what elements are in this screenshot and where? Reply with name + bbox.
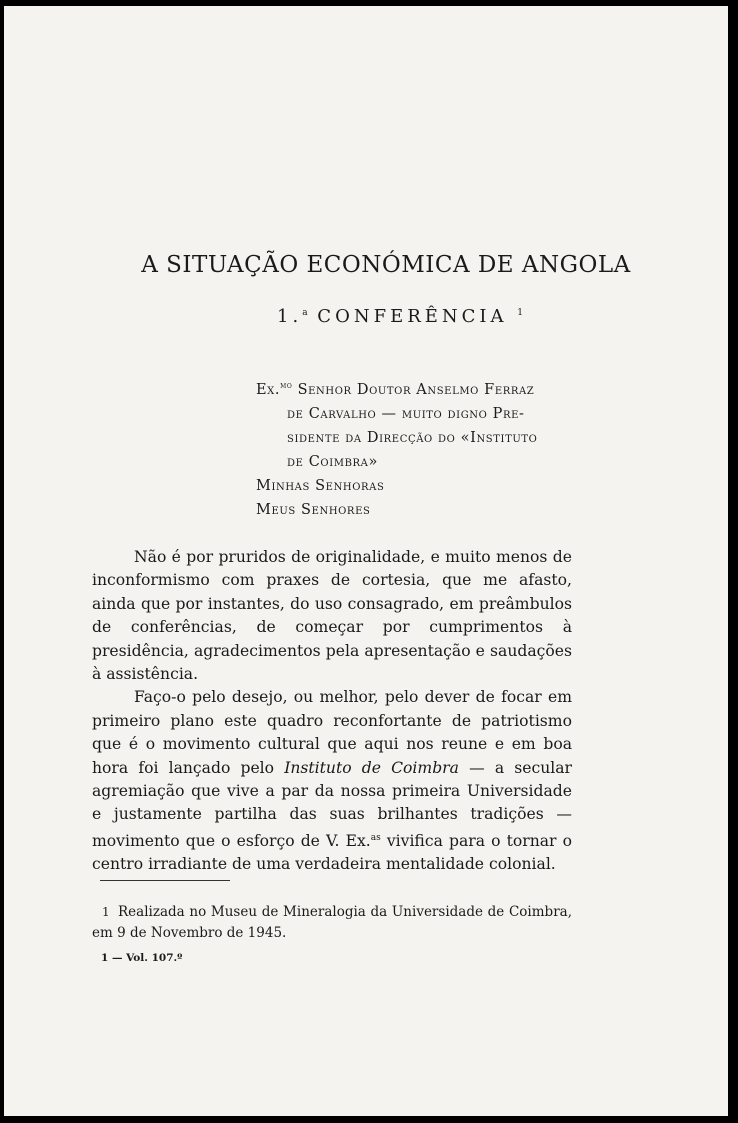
paragraph-2-part-1: Faço-o pelo desejo, ou melhor, pelo dever de focar em primeiro plano este quadro reconfortante de patriotismo que é o movimento cultural que aqui nos reune e em boa hora foi lançado pelo bbox=[92, 688, 572, 777]
salutation-sup: mo bbox=[280, 381, 293, 391]
footnote-divider bbox=[100, 880, 230, 881]
page-title: A SITUAÇÃO ECONÓMICA DE ANGOLA bbox=[141, 252, 631, 278]
footnote-text: Realizada no Museu de Mineralogia da Universidade de Coimbra, em 9 de Novembro de 1945. bbox=[92, 904, 572, 941]
paragraph-2-italic: Instituto de Coimbra bbox=[284, 758, 459, 777]
paragraph-2-part-2: — a secular agremiação que vive a par da nossa primeira Universidade e justamente partilha das suas brilhantes tradições — movimento que o esforço de V. Ex. bbox=[92, 758, 573, 851]
salutation-line-2: de Carvalho — muito digno Pre- bbox=[287, 405, 525, 422]
page bbox=[4, 6, 728, 1116]
paragraph-2-part-3: vivifica para o tornar o centro irradiante de uma verdadeira mentalidade colonial. bbox=[92, 832, 572, 874]
footnote-marker: 1 bbox=[517, 308, 523, 318]
lecture-subtitle bbox=[4, 306, 728, 327]
footnote bbox=[92, 902, 572, 944]
body-text bbox=[92, 546, 572, 877]
subtitle-ordinal: a bbox=[302, 308, 308, 318]
salutation-line-6: Meus Senhores bbox=[256, 501, 371, 518]
paragraph-2-sup: as bbox=[370, 832, 381, 843]
salutation-line-1 bbox=[256, 374, 586, 402]
salutation-line-4: de Coimbra» bbox=[287, 453, 378, 470]
footnote-number: 1 bbox=[102, 905, 110, 919]
printer-signature: 1 — Vol. 107.º bbox=[101, 952, 183, 964]
salutation-block bbox=[256, 374, 586, 522]
paragraph-2 bbox=[92, 686, 572, 876]
salutation-line-3: sidente da Direcção do «Instituto bbox=[287, 429, 538, 446]
subtitle-text: CONFERÊNCIA bbox=[317, 306, 508, 327]
salutation-prefix: Ex. bbox=[256, 381, 281, 398]
salutation-line-5: Minhas Senhoras bbox=[256, 477, 385, 494]
paragraph-1: Não é por pruridos de originalidade, e muito menos de inconformismo com praxes de cortesia, que me afasto, ainda que por instantes, do uso consagrado, em preâmbulos de conferências, de começar por cumprimentos à presidência, agradecimentos pela apresentação e saudações à assistência. bbox=[92, 548, 572, 684]
salutation-name: Senhor Doutor Anselmo Ferraz bbox=[297, 381, 535, 398]
subtitle-number: 1. bbox=[277, 306, 303, 327]
